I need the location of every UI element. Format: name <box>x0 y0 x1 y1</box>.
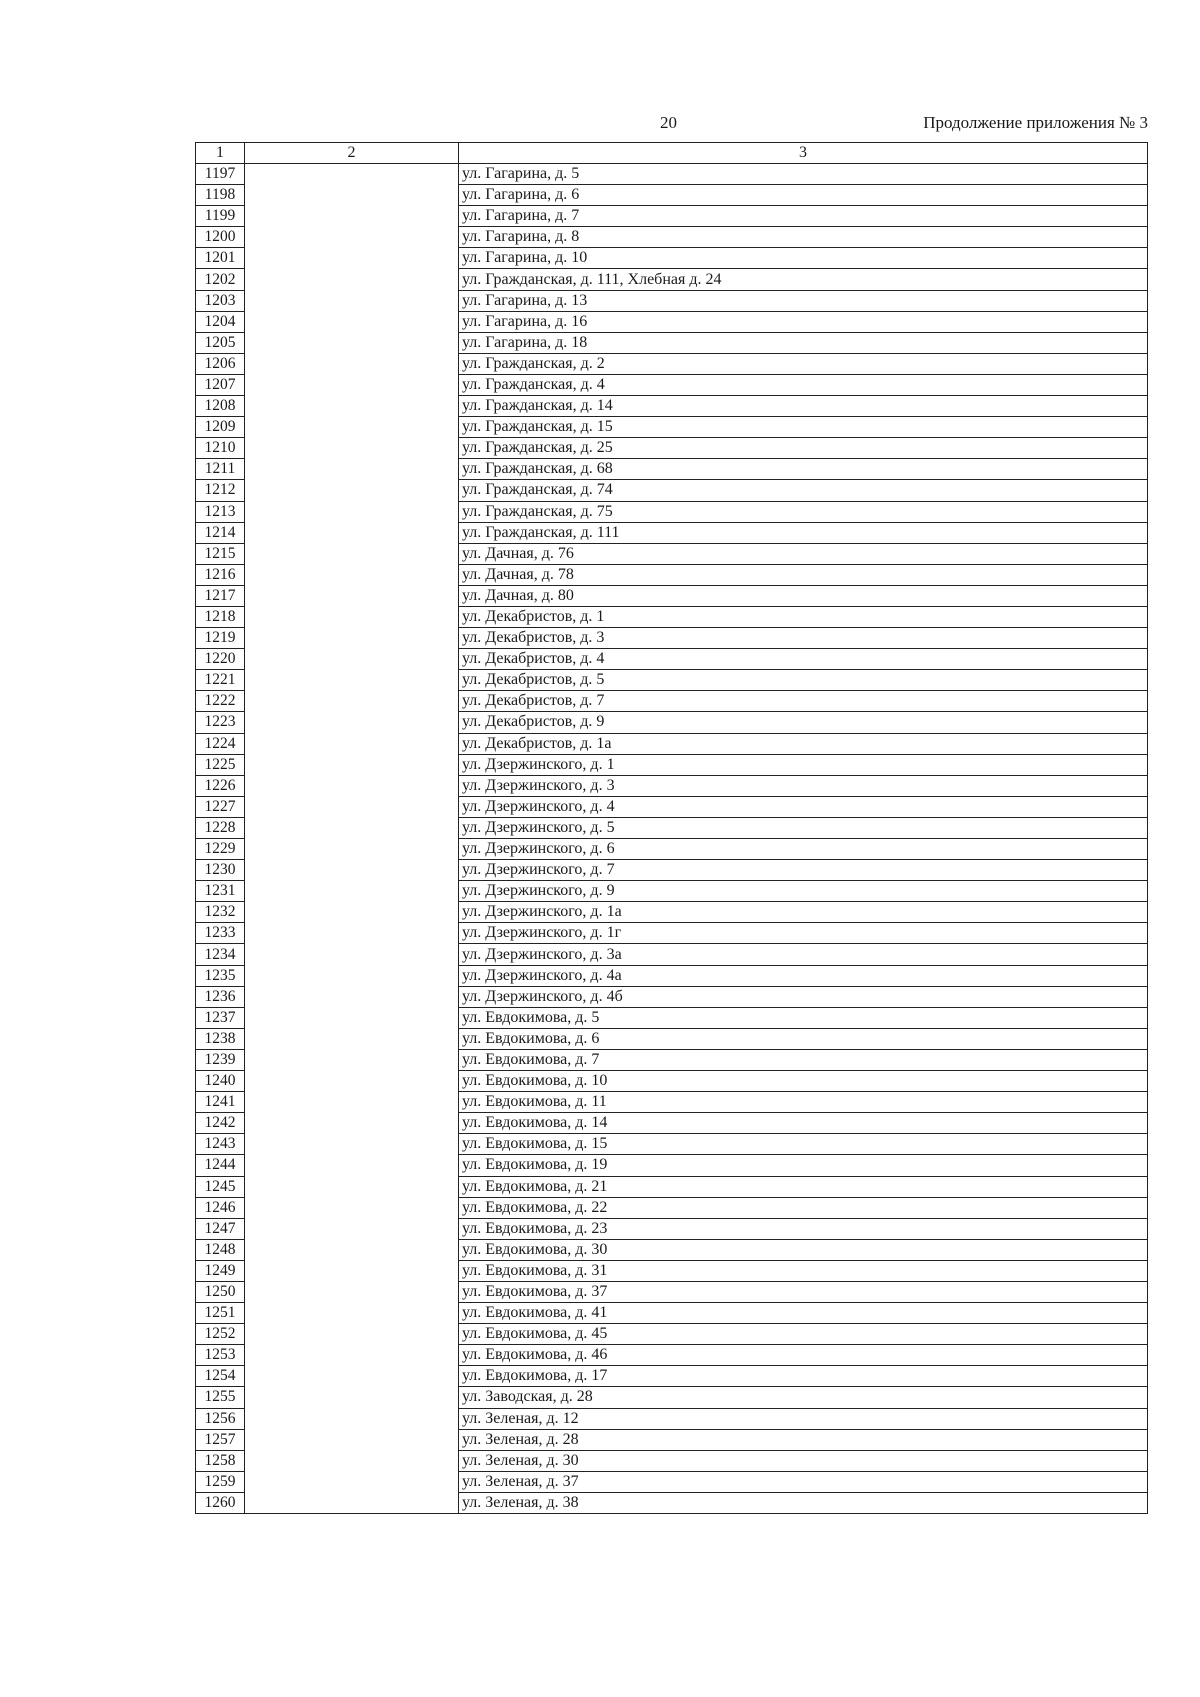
table-row <box>196 1028 1148 1049</box>
table-row <box>196 986 1148 1007</box>
row-address: ул. Зеленая, д. 38 <box>459 1492 1148 1513</box>
row-address: ул. Евдокимова, д. 22 <box>459 1197 1148 1218</box>
row-column-2 <box>245 459 459 480</box>
row-column-2 <box>245 417 459 438</box>
table-row <box>196 585 1148 606</box>
table-row <box>196 353 1148 374</box>
table-row <box>196 480 1148 501</box>
row-number: 1258 <box>196 1450 245 1471</box>
row-column-2 <box>245 374 459 395</box>
row-address: ул. Евдокимова, д. 37 <box>459 1281 1148 1302</box>
row-column-2 <box>245 1429 459 1450</box>
table-row <box>196 628 1148 649</box>
row-column-2 <box>245 606 459 627</box>
row-column-2 <box>245 501 459 522</box>
table-row <box>196 1260 1148 1281</box>
table-row <box>196 164 1148 185</box>
table-row <box>196 1492 1148 1513</box>
table-row <box>196 1387 1148 1408</box>
row-number: 1244 <box>196 1155 245 1176</box>
row-number: 1221 <box>196 670 245 691</box>
row-column-2 <box>245 1071 459 1092</box>
table-row <box>196 543 1148 564</box>
row-address: ул. Гражданская, д. 111 <box>459 522 1148 543</box>
row-column-2 <box>245 1007 459 1028</box>
row-address: ул. Гражданская, д. 75 <box>459 501 1148 522</box>
row-address: ул. Гражданская, д. 15 <box>459 417 1148 438</box>
row-address: ул. Евдокимова, д. 11 <box>459 1092 1148 1113</box>
table-row <box>196 1113 1148 1134</box>
row-address: ул. Дзержинского, д. 4б <box>459 986 1148 1007</box>
row-column-2 <box>245 480 459 501</box>
row-column-2 <box>245 396 459 417</box>
row-column-2 <box>245 1134 459 1155</box>
table-row <box>196 1155 1148 1176</box>
table-row <box>196 459 1148 480</box>
table-row <box>196 839 1148 860</box>
table-row <box>196 860 1148 881</box>
row-address: ул. Гагарина, д. 18 <box>459 332 1148 353</box>
row-number: 1243 <box>196 1134 245 1155</box>
row-column-2 <box>245 564 459 585</box>
row-column-2 <box>245 796 459 817</box>
row-number: 1211 <box>196 459 245 480</box>
row-column-2 <box>245 1113 459 1134</box>
row-number: 1215 <box>196 543 245 564</box>
table-row <box>196 606 1148 627</box>
row-number: 1213 <box>196 501 245 522</box>
row-number: 1245 <box>196 1176 245 1197</box>
row-address: ул. Гагарина, д. 5 <box>459 164 1148 185</box>
row-address: ул. Дзержинского, д. 4 <box>459 796 1148 817</box>
row-column-2 <box>245 1197 459 1218</box>
row-address: ул. Евдокимова, д. 41 <box>459 1303 1148 1324</box>
row-address: ул. Евдокимова, д. 7 <box>459 1049 1148 1070</box>
row-address: ул. Дачная, д. 76 <box>459 543 1148 564</box>
row-column-2 <box>245 817 459 838</box>
row-address: ул. Евдокимова, д. 45 <box>459 1324 1148 1345</box>
row-column-2 <box>245 670 459 691</box>
row-number: 1226 <box>196 775 245 796</box>
row-column-2 <box>245 649 459 670</box>
table-row <box>196 290 1148 311</box>
table-row <box>196 374 1148 395</box>
table-row <box>196 501 1148 522</box>
row-number: 1255 <box>196 1387 245 1408</box>
row-column-2 <box>245 1345 459 1366</box>
row-number: 1197 <box>196 164 245 185</box>
row-number: 1253 <box>196 1345 245 1366</box>
row-column-2 <box>245 1408 459 1429</box>
row-address: ул. Евдокимова, д. 23 <box>459 1218 1148 1239</box>
table-row <box>196 332 1148 353</box>
row-number: 1242 <box>196 1113 245 1134</box>
row-address: ул. Гагарина, д. 13 <box>459 290 1148 311</box>
row-number: 1250 <box>196 1281 245 1302</box>
row-number: 1252 <box>196 1324 245 1345</box>
table-row <box>196 902 1148 923</box>
table-row <box>196 417 1148 438</box>
row-number: 1246 <box>196 1197 245 1218</box>
row-address: ул. Евдокимова, д. 15 <box>459 1134 1148 1155</box>
row-column-2 <box>245 733 459 754</box>
row-column-2 <box>245 1049 459 1070</box>
row-number: 1260 <box>196 1492 245 1513</box>
row-column-2 <box>245 585 459 606</box>
row-address: ул. Евдокимова, д. 17 <box>459 1366 1148 1387</box>
row-number: 1259 <box>196 1471 245 1492</box>
table-row <box>196 733 1148 754</box>
row-number: 1254 <box>196 1366 245 1387</box>
table-row <box>196 1007 1148 1028</box>
row-address: ул. Декабристов, д. 1а <box>459 733 1148 754</box>
row-column-2 <box>245 1176 459 1197</box>
row-number: 1205 <box>196 332 245 353</box>
table-row <box>196 775 1148 796</box>
row-number: 1248 <box>196 1239 245 1260</box>
table-row <box>196 522 1148 543</box>
row-column-2 <box>245 1260 459 1281</box>
row-number: 1233 <box>196 923 245 944</box>
row-column-2 <box>245 164 459 185</box>
row-column-2 <box>245 227 459 248</box>
row-address: ул. Дзержинского, д. 1а <box>459 902 1148 923</box>
table-row <box>196 206 1148 227</box>
row-number: 1202 <box>196 269 245 290</box>
row-number: 1234 <box>196 944 245 965</box>
row-column-2 <box>245 902 459 923</box>
row-number: 1240 <box>196 1071 245 1092</box>
row-number: 1257 <box>196 1429 245 1450</box>
row-column-2 <box>245 353 459 374</box>
row-column-2 <box>245 1155 459 1176</box>
row-number: 1210 <box>196 438 245 459</box>
row-number: 1236 <box>196 986 245 1007</box>
row-number: 1228 <box>196 817 245 838</box>
row-address: ул. Гагарина, д. 16 <box>459 311 1148 332</box>
table-row <box>196 1281 1148 1302</box>
row-address: ул. Гражданская, д. 68 <box>459 459 1148 480</box>
table-row <box>196 796 1148 817</box>
table-row <box>196 311 1148 332</box>
row-column-2 <box>245 1218 459 1239</box>
row-address: ул. Декабристов, д. 3 <box>459 628 1148 649</box>
table-row <box>196 712 1148 733</box>
row-address: ул. Евдокимова, д. 31 <box>459 1260 1148 1281</box>
row-column-2 <box>245 691 459 712</box>
row-number: 1219 <box>196 628 245 649</box>
table-row <box>196 1134 1148 1155</box>
table-row <box>196 1197 1148 1218</box>
table-row <box>196 691 1148 712</box>
row-address: ул. Дзержинского, д. 1г <box>459 923 1148 944</box>
table-row <box>196 965 1148 986</box>
row-number: 1241 <box>196 1092 245 1113</box>
page-number: 20 <box>660 113 677 132</box>
table-row <box>196 1429 1148 1450</box>
row-number: 1222 <box>196 691 245 712</box>
row-address: ул. Дзержинского, д. 5 <box>459 817 1148 838</box>
row-column-2 <box>245 438 459 459</box>
table-row <box>196 923 1148 944</box>
row-address: ул. Евдокимова, д. 10 <box>459 1071 1148 1092</box>
row-address: ул. Дзержинского, д. 1 <box>459 754 1148 775</box>
table-body <box>196 164 1148 1514</box>
row-address: ул. Евдокимова, д. 30 <box>459 1239 1148 1260</box>
table-row <box>196 1071 1148 1092</box>
row-column-2 <box>245 839 459 860</box>
row-address: ул. Евдокимова, д. 46 <box>459 1345 1148 1366</box>
row-column-2 <box>245 185 459 206</box>
row-number: 1224 <box>196 733 245 754</box>
row-number: 1249 <box>196 1260 245 1281</box>
table-row <box>196 1049 1148 1070</box>
row-column-2 <box>245 543 459 564</box>
row-address: ул. Дзержинского, д. 3а <box>459 944 1148 965</box>
row-column-2 <box>245 1492 459 1513</box>
row-column-2 <box>245 712 459 733</box>
row-number: 1203 <box>196 290 245 311</box>
table-row <box>196 248 1148 269</box>
row-column-2 <box>245 522 459 543</box>
table-row <box>196 670 1148 691</box>
row-column-2 <box>245 944 459 965</box>
row-address: ул. Зеленая, д. 30 <box>459 1450 1148 1471</box>
row-column-2 <box>245 290 459 311</box>
row-address: ул. Декабристов, д. 7 <box>459 691 1148 712</box>
row-address: ул. Дачная, д. 80 <box>459 585 1148 606</box>
row-column-2 <box>245 986 459 1007</box>
row-column-2 <box>245 923 459 944</box>
row-number: 1223 <box>196 712 245 733</box>
row-column-2 <box>245 1028 459 1049</box>
row-address: ул. Евдокимова, д. 14 <box>459 1113 1148 1134</box>
row-column-2 <box>245 1281 459 1302</box>
row-address: ул. Евдокимова, д. 19 <box>459 1155 1148 1176</box>
row-column-2 <box>245 1366 459 1387</box>
row-number: 1225 <box>196 754 245 775</box>
row-address: ул. Зеленая, д. 28 <box>459 1429 1148 1450</box>
row-address: ул. Гражданская, д. 14 <box>459 396 1148 417</box>
row-column-2 <box>245 311 459 332</box>
table-row <box>196 564 1148 585</box>
row-number: 1239 <box>196 1049 245 1070</box>
row-address: ул. Дзержинского, д. 4а <box>459 965 1148 986</box>
row-address: ул. Гражданская, д. 111, Хлебная д. 24 <box>459 269 1148 290</box>
row-address: ул. Гагарина, д. 7 <box>459 206 1148 227</box>
row-number: 1207 <box>196 374 245 395</box>
row-address: ул. Гражданская, д. 25 <box>459 438 1148 459</box>
row-address: ул. Декабристов, д. 9 <box>459 712 1148 733</box>
row-address: ул. Гагарина, д. 6 <box>459 185 1148 206</box>
row-column-2 <box>245 881 459 902</box>
row-column-2 <box>245 1450 459 1471</box>
table-row <box>196 227 1148 248</box>
row-address: ул. Заводская, д. 28 <box>459 1387 1148 1408</box>
table-row <box>196 1345 1148 1366</box>
row-column-2 <box>245 206 459 227</box>
row-address: ул. Зеленая, д. 12 <box>459 1408 1148 1429</box>
table-row <box>196 1176 1148 1197</box>
row-number: 1235 <box>196 965 245 986</box>
continuation-label: Продолжение приложения № 3 <box>923 113 1148 132</box>
table-row <box>196 1366 1148 1387</box>
row-number: 1238 <box>196 1028 245 1049</box>
table-row <box>196 754 1148 775</box>
row-column-2 <box>245 1092 459 1113</box>
row-column-2 <box>245 860 459 881</box>
row-column-2 <box>245 248 459 269</box>
row-number: 1206 <box>196 353 245 374</box>
table-row <box>196 1408 1148 1429</box>
row-address: ул. Дзержинского, д. 3 <box>459 775 1148 796</box>
table-row <box>196 1239 1148 1260</box>
row-number: 1230 <box>196 860 245 881</box>
row-address: ул. Гагарина, д. 8 <box>459 227 1148 248</box>
row-number: 1227 <box>196 796 245 817</box>
row-number: 1237 <box>196 1007 245 1028</box>
row-column-2 <box>245 965 459 986</box>
row-number: 1218 <box>196 606 245 627</box>
row-column-2 <box>245 1239 459 1260</box>
row-number: 1209 <box>196 417 245 438</box>
row-number: 1217 <box>196 585 245 606</box>
row-address: ул. Евдокимова, д. 5 <box>459 1007 1148 1028</box>
row-number: 1204 <box>196 311 245 332</box>
row-address: ул. Декабристов, д. 4 <box>459 649 1148 670</box>
row-address: ул. Дзержинского, д. 6 <box>459 839 1148 860</box>
column-header-1: 1 <box>196 143 245 164</box>
table-row <box>196 185 1148 206</box>
row-number: 1214 <box>196 522 245 543</box>
row-column-2 <box>245 1471 459 1492</box>
table-row <box>196 649 1148 670</box>
table-row <box>196 396 1148 417</box>
row-column-2 <box>245 1303 459 1324</box>
table-row <box>196 1324 1148 1345</box>
address-table <box>195 142 1148 1514</box>
row-address: ул. Дачная, д. 78 <box>459 564 1148 585</box>
row-number: 1201 <box>196 248 245 269</box>
row-number: 1231 <box>196 881 245 902</box>
table-header-row <box>196 143 1148 164</box>
row-number: 1199 <box>196 206 245 227</box>
table-row <box>196 1471 1148 1492</box>
table-row <box>196 1450 1148 1471</box>
row-number: 1251 <box>196 1303 245 1324</box>
row-address: ул. Декабристов, д. 5 <box>459 670 1148 691</box>
row-address: ул. Декабристов, д. 1 <box>459 606 1148 627</box>
row-column-2 <box>245 269 459 290</box>
row-address: ул. Евдокимова, д. 21 <box>459 1176 1148 1197</box>
row-address: ул. Зеленая, д. 37 <box>459 1471 1148 1492</box>
column-header-3: 3 <box>459 143 1148 164</box>
table-row <box>196 1218 1148 1239</box>
row-column-2 <box>245 332 459 353</box>
row-number: 1247 <box>196 1218 245 1239</box>
row-address: ул. Гражданская, д. 2 <box>459 353 1148 374</box>
row-column-2 <box>245 1324 459 1345</box>
row-column-2 <box>245 775 459 796</box>
row-number: 1208 <box>196 396 245 417</box>
row-number: 1232 <box>196 902 245 923</box>
row-number: 1212 <box>196 480 245 501</box>
table-row <box>196 944 1148 965</box>
row-address: ул. Гражданская, д. 74 <box>459 480 1148 501</box>
row-address: ул. Гагарина, д. 10 <box>459 248 1148 269</box>
row-address: ул. Гражданская, д. 4 <box>459 374 1148 395</box>
row-number: 1216 <box>196 564 245 585</box>
table-row <box>196 817 1148 838</box>
table-row <box>196 881 1148 902</box>
row-number: 1200 <box>196 227 245 248</box>
row-number: 1220 <box>196 649 245 670</box>
row-number: 1229 <box>196 839 245 860</box>
row-column-2 <box>245 628 459 649</box>
table-row <box>196 438 1148 459</box>
row-column-2 <box>245 1387 459 1408</box>
row-address: ул. Евдокимова, д. 6 <box>459 1028 1148 1049</box>
table-row <box>196 1092 1148 1113</box>
row-address: ул. Дзержинского, д. 7 <box>459 860 1148 881</box>
row-number: 1256 <box>196 1408 245 1429</box>
row-number: 1198 <box>196 185 245 206</box>
table-row <box>196 1303 1148 1324</box>
row-column-2 <box>245 754 459 775</box>
row-address: ул. Дзержинского, д. 9 <box>459 881 1148 902</box>
table-row <box>196 269 1148 290</box>
column-header-2: 2 <box>245 143 459 164</box>
